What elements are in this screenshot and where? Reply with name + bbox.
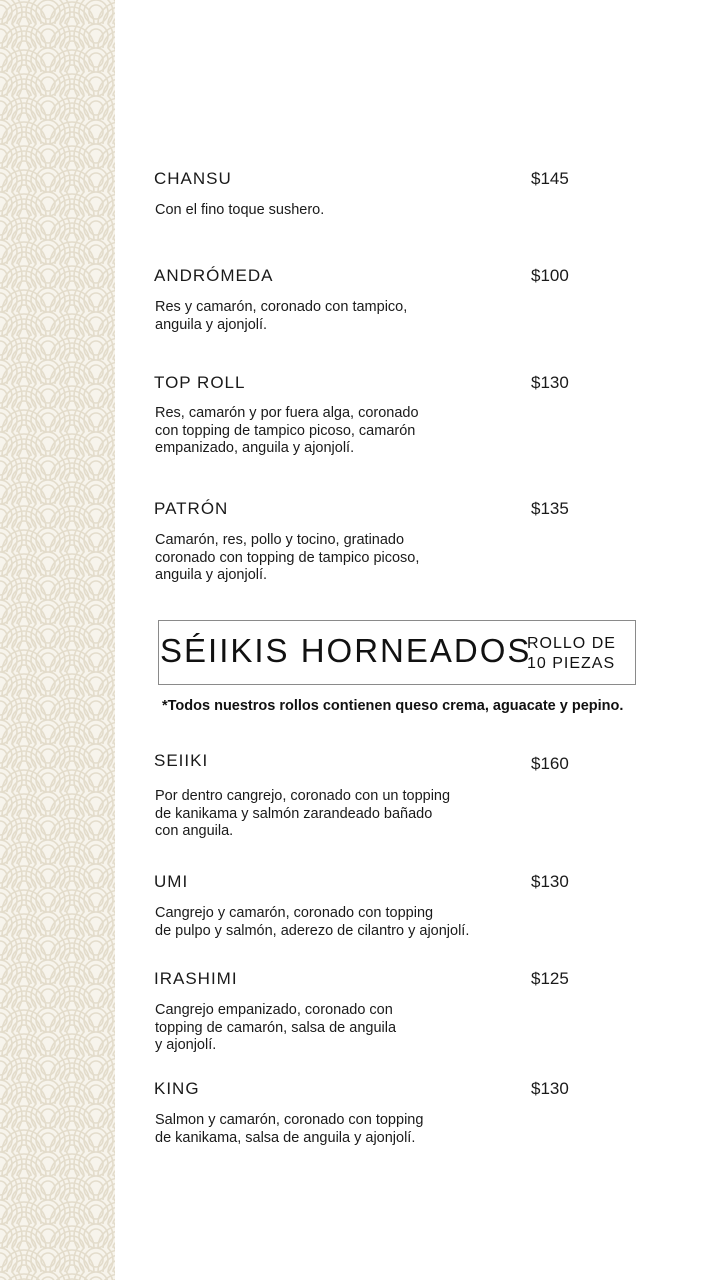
- section-note: ROLLO DE 10 PIEZAS: [527, 635, 616, 672]
- item-description: Cangrejo y camarón, coronado con topping de pulpo y salmón, aderezo de cilantro y ajonjolí.: [155, 905, 470, 939]
- item-name: PATRÓN: [154, 499, 229, 518]
- item-name: TOP ROLL: [154, 373, 246, 392]
- item-name: IRASHIMI: [154, 969, 238, 988]
- item-description: Res, camarón y por fuera alga, coronado con topping de tampico picoso, camarón empanizado, anguila y ajonjolí.: [155, 405, 419, 456]
- item-price: $130: [531, 373, 569, 392]
- item-price: $135: [531, 499, 569, 518]
- item-price: $125: [531, 969, 569, 988]
- item-price: $145: [531, 169, 569, 188]
- item-name: SEIIKI: [154, 751, 209, 770]
- item-name: KING: [154, 1079, 200, 1098]
- item-description: Camarón, res, pollo y tocino, gratinado coronado con topping de tampico picoso, anguila y ajonjolí.: [155, 532, 420, 583]
- item-name: UMI: [154, 872, 189, 891]
- item-name: CHANSU: [154, 169, 232, 188]
- item-name: ANDRÓMEDA: [154, 266, 274, 285]
- item-price: $100: [531, 266, 569, 285]
- item-price: $130: [531, 872, 569, 891]
- item-description: Salmon y camarón, coronado con topping de kanikama, salsa de anguila y ajonjolí.: [155, 1112, 424, 1146]
- wave-pattern-icon: [0, 0, 115, 1280]
- disclaimer: *Todos nuestros rollos contienen queso crema, aguacate y pepino.: [162, 698, 624, 714]
- item-price: $130: [531, 1079, 569, 1098]
- item-description: Res y camarón, coronado con tampico, anguila y ajonjolí.: [155, 299, 408, 333]
- item-description: Con el fino toque sushero.: [155, 202, 325, 218]
- item-description: Cangrejo empanizado, coronado con topping de camarón, salsa de anguila y ajonjolí.: [155, 1002, 397, 1053]
- seigaiha-pattern-strip: [0, 0, 115, 1280]
- item-price: $160: [531, 754, 569, 773]
- section-title: SÉIIKIS HORNEADOS: [160, 632, 532, 669]
- item-description: Por dentro cangrejo, coronado con un topping de kanikama y salmón zarandeado bañado con anguila.: [155, 788, 451, 839]
